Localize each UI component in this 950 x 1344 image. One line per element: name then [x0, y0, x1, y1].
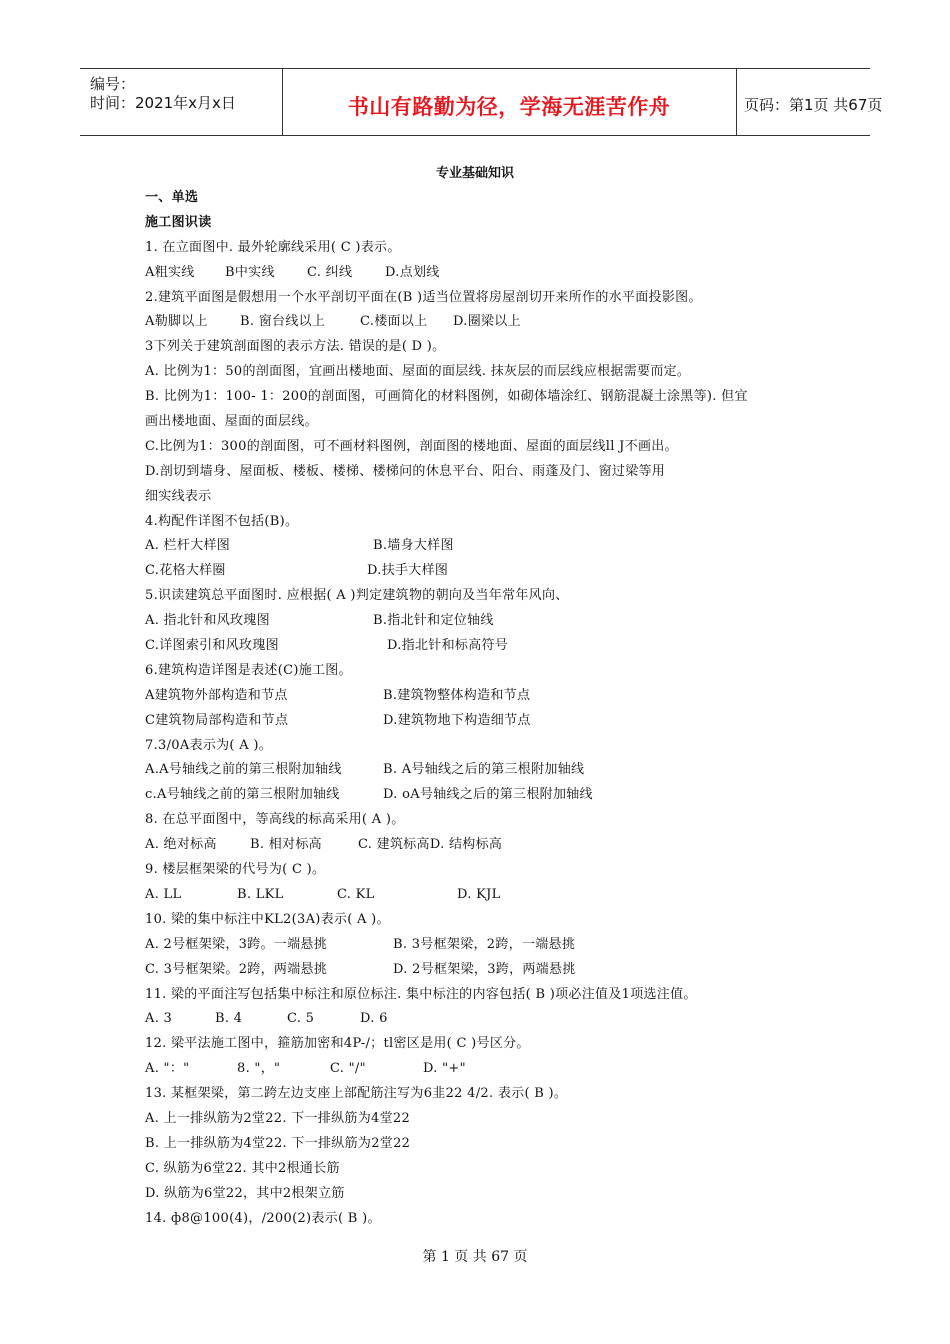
text-line: 5.识读建筑总平面图时. 应根据( A )判定建筑物的朝向及当年常年风向、 [145, 588, 569, 604]
answer-option: C建筑物局部构造和节点 [145, 712, 289, 728]
option-line [145, 559, 825, 584]
option-line [145, 1007, 825, 1032]
answer-option: D. 6 [360, 1011, 388, 1027]
answer-option: B.建筑物整体构造和节点 [383, 687, 531, 703]
text-line: 2.建筑平面图是假想用一个水平剖切平面在(B )适当位置将房屋剖切开来所作的水平面投影图。 [145, 289, 702, 305]
answer-option: B. 3号框架梁，2跨，一端悬挑 [393, 936, 576, 952]
answer-option: A. "：" [145, 1061, 190, 1077]
answer-option: B.指北针和定位轴线 [373, 613, 494, 629]
text-line: 画出楼地面、屋面的面层线。 [145, 414, 318, 430]
answer-option: B. LKL [237, 886, 284, 902]
text-line: 3下列关于建筑剖面图的表示方法. 错误的是( D )。 [145, 339, 446, 355]
text-line: 14. ф8@100(4)，/200(2)表示( B )。 [145, 1210, 381, 1226]
answer-option: C.花格大样圈 [145, 563, 226, 579]
answer-option: C. KL [337, 886, 375, 902]
answer-option: A勒脚以上 [145, 314, 208, 330]
answer-option: D.建筑物地下构造细节点 [383, 712, 531, 728]
answer-option: C. "/" [330, 1061, 366, 1077]
option-line [145, 833, 825, 858]
answer-option: C. 5 [287, 1011, 315, 1027]
header-page-cell [736, 69, 883, 135]
answer-option: c.A号轴线之前的第三根附加轴线 [145, 787, 340, 803]
document-body [145, 186, 825, 1231]
answer-option: D. oA号轴线之后的第三根附加轴线 [383, 787, 593, 803]
answer-option: B.墙身大样图 [373, 538, 454, 554]
document-number: 编号： [90, 75, 136, 93]
text-line: A. 比例为1：50的剖面图，宜画出楼地面、屋面的面层线. 抹灰层的而层线应根据需要而定。 [145, 364, 691, 380]
section-heading: 施工图识读 [145, 214, 212, 230]
text-line: 10. 梁的集中标注中KL2(3A)表示( A )。 [145, 911, 390, 927]
header-page-number: 页码：第1页 共67页 [744, 96, 883, 114]
answer-option: A. 绝对标高 [145, 837, 217, 853]
answer-option: B. A号轴线之后的第三根附加轴线 [383, 762, 585, 778]
section-heading: 一、单选 [145, 190, 199, 205]
text-line: 8. 在总平面图中，等高线的标高采用( A )。 [145, 812, 405, 828]
text-line: 13. 某框架梁，第二跨左边支座上部配筋注写为6韭22 4/2. 表示( B )。 [145, 1086, 568, 1102]
answer-option: 8. "，" [237, 1061, 281, 1077]
page-header [80, 68, 883, 136]
text-line: D.剖切到墙身、屋面板、楼板、楼梯、楼梯问的休息平台、阳台、雨蓬及门、窗过梁等用 [145, 463, 666, 479]
text-line: B. 比例为1：100- 1：200的剖面图，可画简化的材料图例，如砌体墙涂红、钢筋混凝土涂黑等). 但宜 [145, 389, 748, 405]
text-line: C. 纵筋为6堂22. 其中2根通长筋 [145, 1160, 340, 1176]
text-line: 9. 楼层框架梁的代号为( C )。 [145, 862, 326, 878]
answer-option: A. 3 [145, 1011, 173, 1027]
text-line: 7.3/0A表示为( A )。 [145, 737, 273, 753]
option-line [145, 310, 825, 335]
answer-option: D.圈梁以上 [453, 314, 521, 330]
text-line: D. 纵筋为6堂22，其中2根架立筋 [145, 1185, 345, 1201]
answer-option: B. 相对标高 [250, 837, 322, 853]
answer-option: A.A号轴线之前的第三根附加轴线 [145, 762, 342, 778]
answer-option: C.详图索引和风玫瑰图 [145, 638, 279, 654]
text-line: 细实线表示 [145, 488, 212, 504]
document-date: 时间：2021年x月x日 [90, 94, 236, 112]
option-line [145, 933, 825, 958]
option-line [145, 609, 825, 634]
answer-option: B. 4 [215, 1011, 243, 1027]
answer-option: C. 3号框架梁。2跨，两端悬挑 [145, 961, 328, 977]
answer-option: A. 2号框架梁，3跨。一端悬挑 [145, 936, 327, 952]
header-slogan-cell [282, 69, 737, 135]
answer-option: A. 指北针和风玫瑰图 [145, 613, 270, 629]
text-line: 12. 梁平法施工图中，箍筋加密和4P-/；tl密区是用( C )号区分。 [145, 1036, 530, 1052]
text-line: 6.建筑构造详图是表述(C)施工图。 [145, 662, 352, 678]
text-line: C.比例为1：300的剖面图，可不画材料图例，剖面图的楼地面、屋面的面层线ll J不画出。 [145, 438, 678, 454]
option-line [145, 684, 825, 709]
answer-option: D.指北针和标高符号 [387, 638, 509, 654]
answer-option: A. 栏杆大样图 [145, 538, 231, 554]
header-slogan: 书山有路勤为径，学海无涯苦作舟 [347, 95, 671, 119]
answer-option: B. 窗台线以上 [240, 314, 326, 330]
answer-option: A粗实线 [145, 264, 195, 280]
answer-option: D. KJL [457, 886, 501, 902]
option-line [145, 534, 825, 559]
answer-option: C. 纠线 [307, 264, 353, 280]
option-line [145, 634, 825, 659]
text-line: B. 上一排纵筋为4堂22. 下一排纵筋为2堂22 [145, 1135, 411, 1151]
answer-option: A. LL [145, 886, 182, 902]
document-title: 专业基础知识 [435, 166, 514, 181]
answer-option: D. 2号框架梁，3跨，两端悬挑 [393, 961, 576, 977]
answer-option: D.扶手大样图 [367, 563, 449, 579]
answer-option: D. "+" [423, 1061, 466, 1077]
header-info-cell [80, 69, 283, 135]
option-line [145, 1057, 825, 1082]
option-line [145, 709, 825, 734]
option-line [145, 783, 825, 808]
option-line [145, 883, 825, 908]
text-line: 11. 梁的平面注写包括集中标注和原位标注. 集中标注的内容包括( B )项必注值及1项选注值。 [145, 986, 697, 1002]
answer-option: B中实线 [225, 264, 275, 280]
answer-option: C.楼面以上 [360, 314, 428, 330]
option-line [145, 261, 825, 286]
answer-option: D.点划线 [385, 264, 440, 280]
option-line [145, 958, 825, 983]
text-line: 1. 在立面图中. 最外轮廓线采用( C )表示。 [145, 239, 401, 255]
page-footer: 第 1 页 共 67 页 [422, 1249, 528, 1265]
answer-option: A建筑物外部构造和节点 [145, 687, 288, 703]
answer-option: C. 建筑标高D. 结构标高 [358, 837, 503, 853]
text-line: 4.构配件详图不包括(B)。 [145, 513, 299, 529]
text-line: A. 上一排纵筋为2堂22. 下一排纵筋为4堂22 [145, 1110, 411, 1126]
option-line [145, 758, 825, 783]
